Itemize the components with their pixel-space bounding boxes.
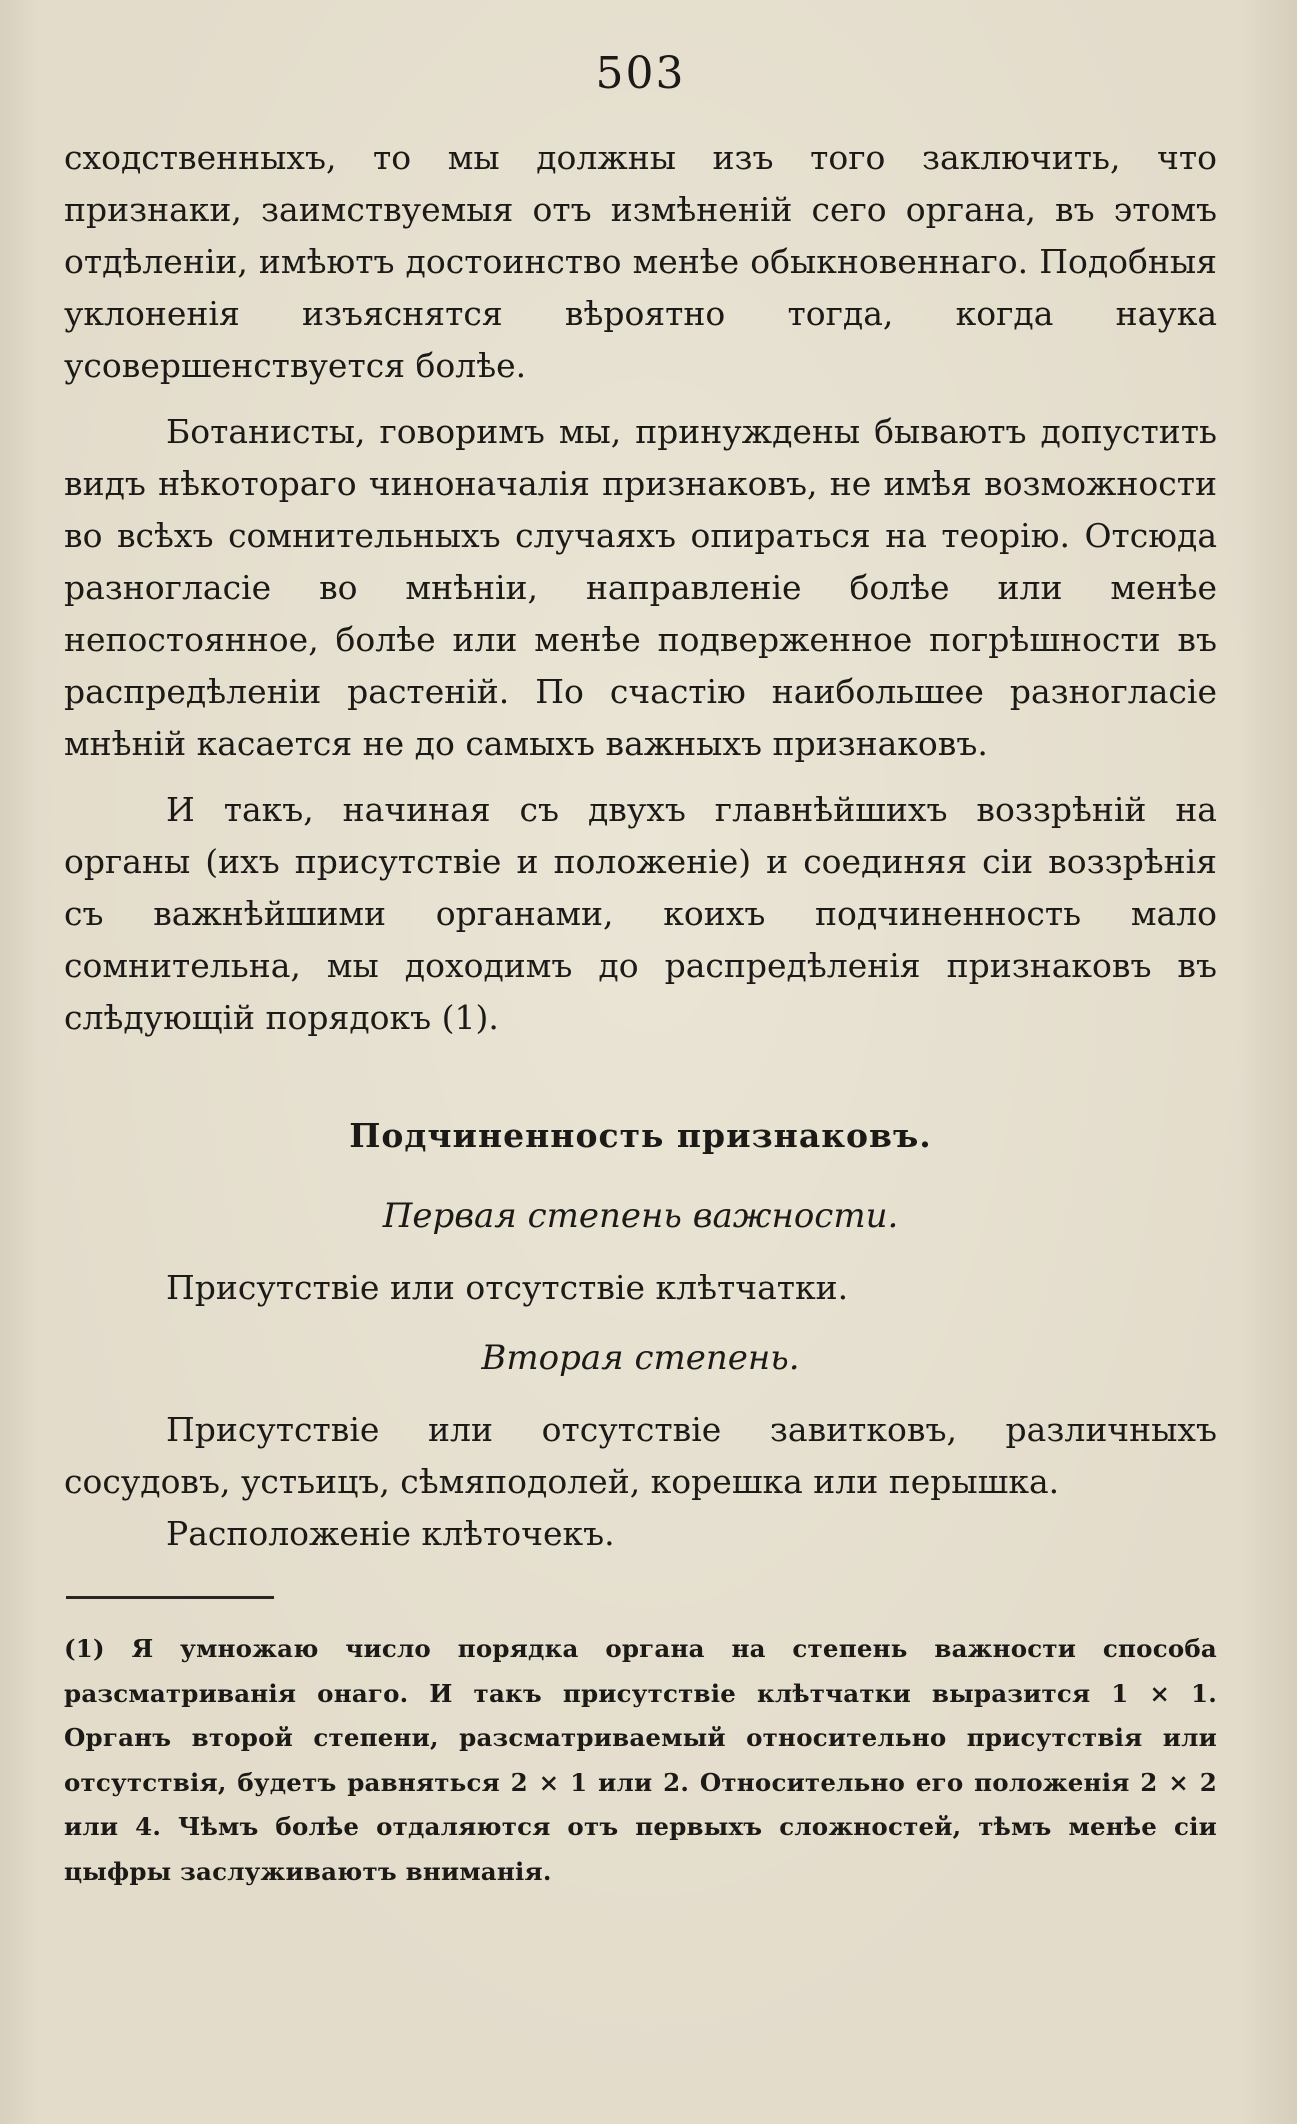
first-degree-heading: Первая степень важности.: [382, 1196, 899, 1236]
second-degree-item: Присутствіе или отсутствіе завитковъ, различныхъ сосудовъ, устьицъ, сѣмяподолей, корешка или перышка.: [64, 1410, 1217, 1501]
footnote-rule: [66, 1596, 274, 1599]
paragraph-continued: сходственныхъ, то мы должны изъ того заключить, что признаки, заимствуемыя отъ измѣненій сего органа, въ этомъ отдѣленіи, имѣютъ достоинство менѣе обыкновеннаго. Подобныя уклоненія изъяснятся вѣроятно тогда, когда наука усовершенствуется болѣе.: [64, 138, 1217, 385]
second-degree-block: [64, 1332, 1217, 1560]
first-degree-item: Присутствіе или отсутствіе клѣтчатки.: [166, 1268, 849, 1307]
second-degree-heading: Вторая степень.: [481, 1338, 800, 1378]
page-number: 503: [595, 48, 686, 99]
body-text: [64, 132, 1217, 1044]
paragraph-conclusion: И такъ, начиная съ двухъ главнѣйшихъ воззрѣній на органы (ихъ присутствіе и положеніе) и соединяя сіи воззрѣнія съ важнѣйшими органами, коихъ подчиненность мало сомнительна, мы доходимъ до распредѣленія признаковъ въ слѣдующій порядокъ (1).: [64, 790, 1217, 1037]
footnote: [64, 1627, 1217, 1894]
second-degree-item: Расположеніе клѣточекъ.: [166, 1514, 615, 1553]
first-degree-block: [64, 1190, 1217, 1314]
footnote-text: (1) Я умножаю число порядка органа на степень важности способа разсматриванія онаго. И такъ присутствіе клѣтчатки выразится 1 × 1. Органъ второй степени, разсматриваемый относительно присутствія или отсутствія, будетъ равняться 2 × 1 или 2. Относительно его положенія 2 × 2 или 4. Чѣмъ болѣе отдаляются отъ первыхъ сложностей, тѣмъ менѣе сіи цыфры заслуживаютъ вниманія.: [64, 1634, 1217, 1886]
section-heading: Подчиненность признаковъ.: [349, 1116, 932, 1155]
paragraph-botanists: Ботанисты, говоримъ мы, принуждены бываютъ допустить видъ нѣкотораго чиноначалія признаковъ, не имѣя возможности во всѣхъ сомнительныхъ случаяхъ опираться на теорію. Отсюда разногласіе во мнѣніи, направленіе болѣе или менѣе непостоянное, болѣе или менѣе подверженное погрѣшности въ распредѣленіи растеній. По счастію наибольшее разногласіе мнѣній касается не до самыхъ важныхъ признаковъ.: [64, 412, 1217, 763]
